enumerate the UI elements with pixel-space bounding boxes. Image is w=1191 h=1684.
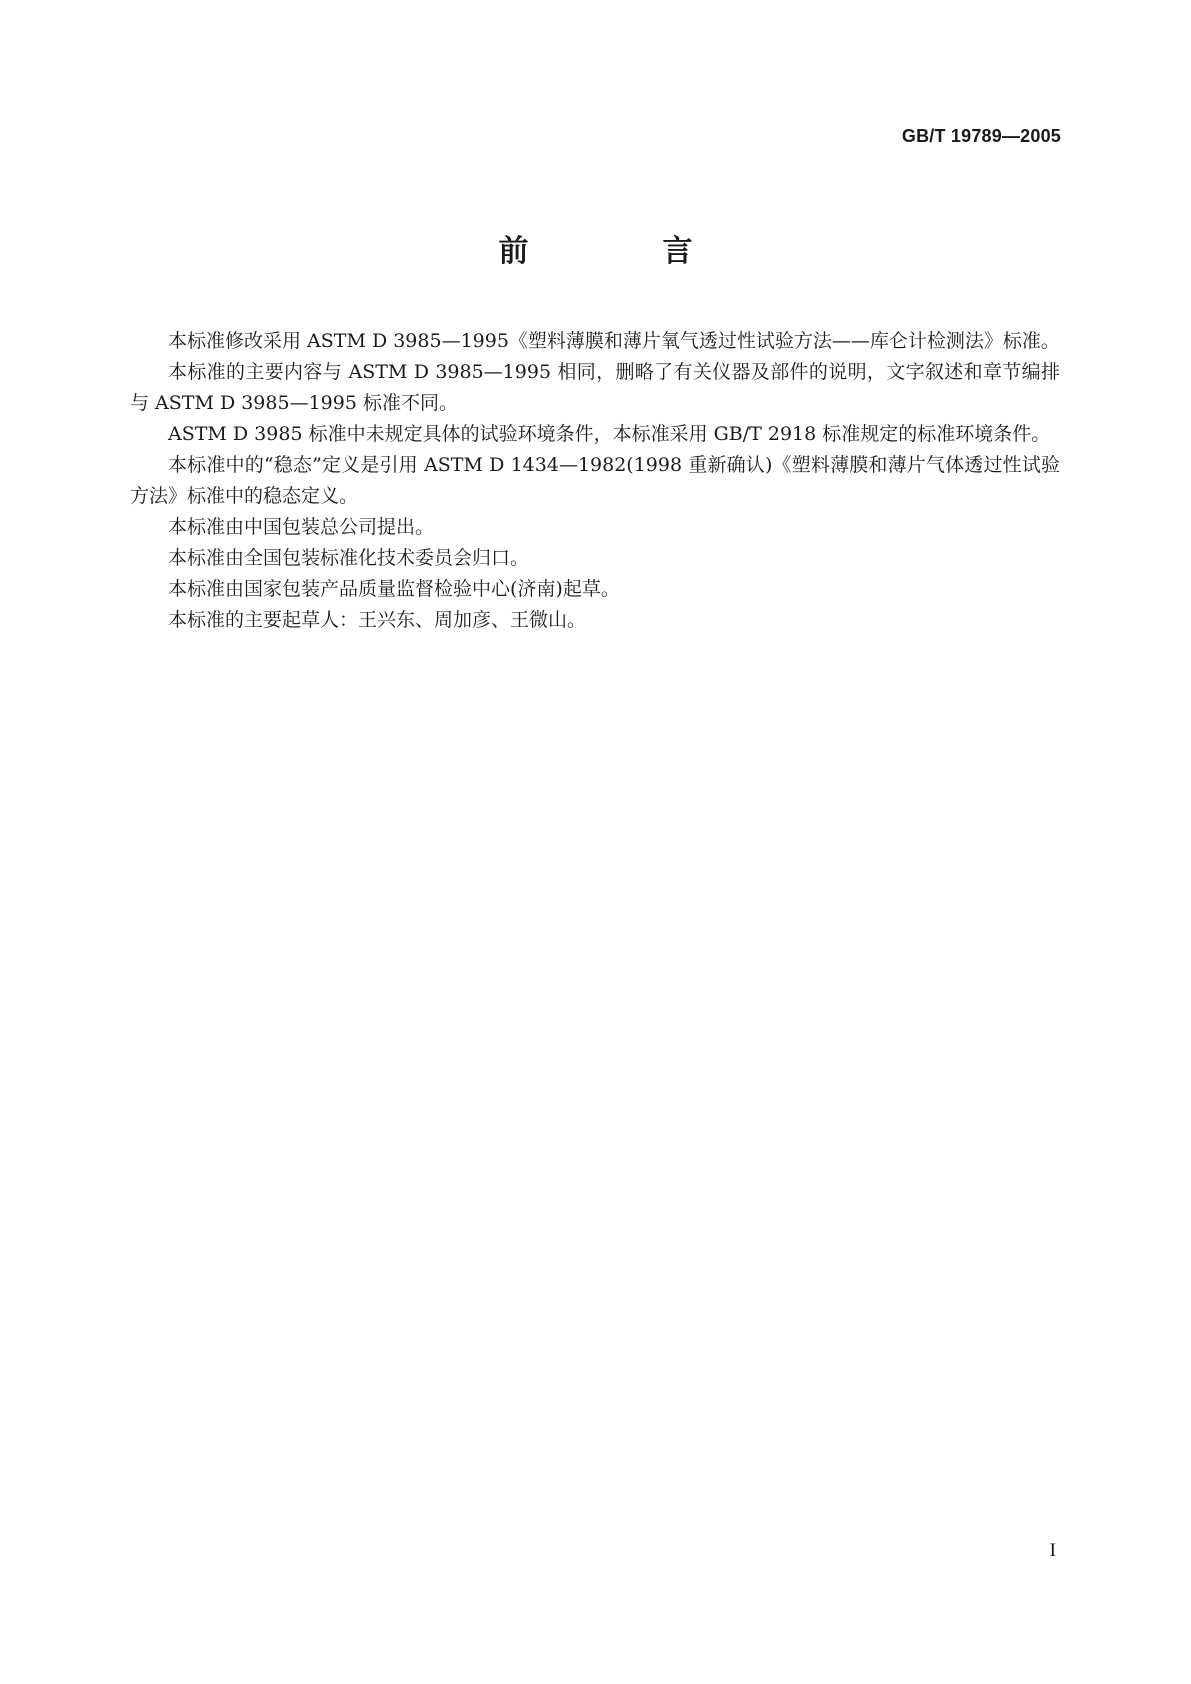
- page-number: I: [1049, 1540, 1056, 1561]
- foreword-body: [130, 326, 1060, 636]
- standard-code: GB/T 19789—2005: [901, 126, 1061, 146]
- paragraph-steady-state: 本标准中的“稳态”定义是引用 ASTM D 1434—1982(1998 重新确认)《塑料薄膜和薄片气体透过性试验方法》标准中的稳态定义。: [130, 454, 1060, 507]
- paragraph-differences: 本标准的主要内容与 ASTM D 3985—1995 相同，删略了有关仪器及部件的说明，文字叙述和章节编排与 ASTM D 3985—1995 标准不同。: [130, 361, 1060, 414]
- paragraph-drafters: 本标准的主要起草人：王兴东、周加彦、王微山。: [168, 609, 587, 631]
- paragraph-environment: ASTM D 3985 标准中未规定具体的试验环境条件，本标准采用 GB/T 2918 标准规定的标准环境条件。: [168, 423, 1051, 445]
- paragraph-committee: 本标准由全国包装标准化技术委员会归口。: [168, 547, 530, 569]
- paragraph-adoption: 本标准修改采用 ASTM D 3985—1995《塑料薄膜和薄片氧气透过性试验方法——库仑计检测法》标准。: [168, 330, 1060, 352]
- paragraph-proposer: 本标准由中国包装总公司提出。: [168, 516, 435, 538]
- page-title: 前 言: [498, 234, 745, 269]
- paragraph-drafting-org: 本标准由国家包装产品质量监督检验中心(济南)起草。: [168, 578, 620, 600]
